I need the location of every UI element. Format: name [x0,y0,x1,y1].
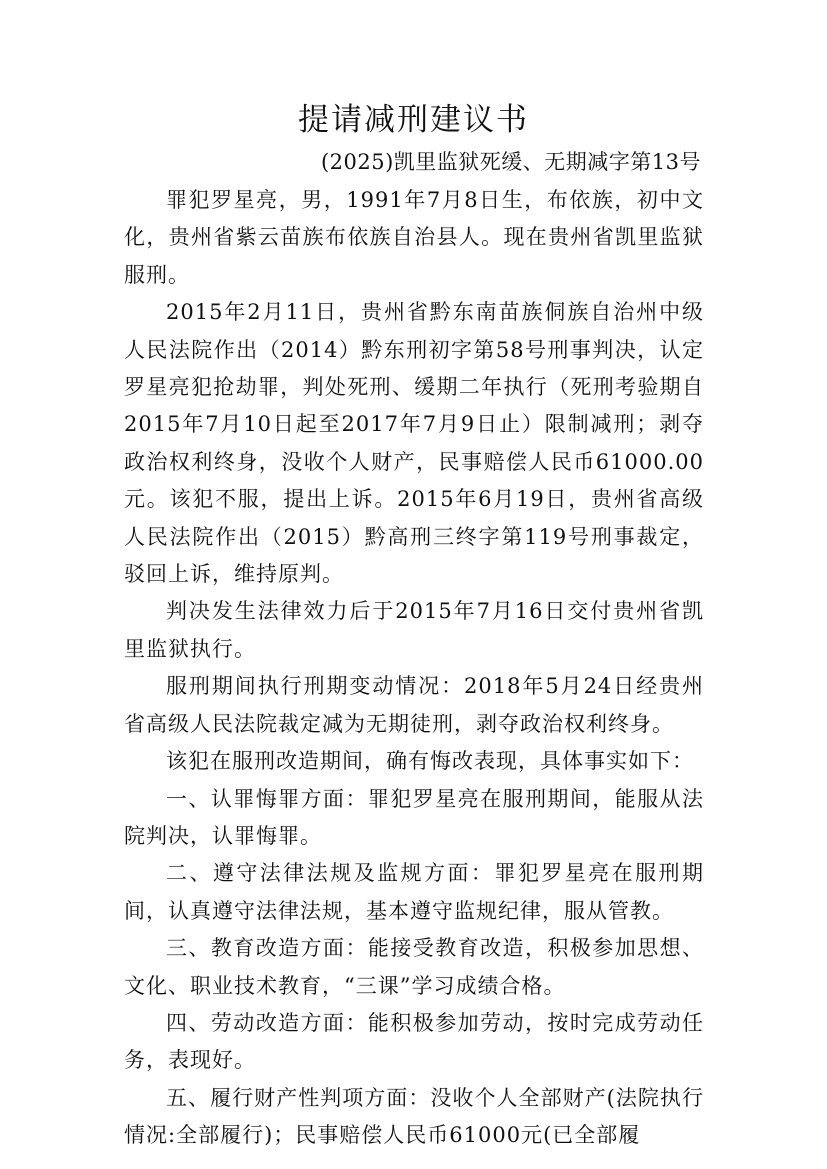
paragraph-original-judgment: 2015年2月11日，贵州省黔东南苗族侗族自治州中级人民法院作出（2014）黔东刑初字第58号刑事判决，认定罗星亮犯抢劫罪，判处死刑、缓期二年执行（死刑考验期自2015年7月10日起至2017年7月9日止）限制减刑；剥夺政治权利终身，没收个人财产，民事赔偿人民币61000.00元。该犯不服，提出上诉。2015年6月19日，贵州省高级人民法院作出（2015）黔高刑三终字第119号刑事裁定，驳回上诉，维持原判。 [124,300,704,587]
paragraph-sentence-change: 服刑期间执行刑期变动情况：2018年5月24日经贵州省高级人民法院裁定减为无期徒刑，剥夺政治权利终身。 [124,674,704,736]
document-title: 提请减刑建议书 [298,102,529,138]
paragraph-item-labor: 四、劳动改造方面：能积极参加劳动，按时完成劳动任务，表现好。 [124,1010,704,1073]
paragraph-criminal-info: 罪犯罗星亮，男，1991年7月8日生，布依族，初中文化，贵州省紫云苗族布依族自治县人。现在贵州省凯里监狱服刑。 [124,188,704,287]
paragraph-item-property: 五、履行财产性判项方面：没收个人全部财产(法院执行情况:全部履行)；民事赔偿人民币61000元(已全部履 [124,1085,704,1148]
paragraph-item-compliance: 二、遵守法律法规及监规方面：罪犯罗星亮在服刑期间，认真遵守法律法规，基本遵守监规纪律，服从管教。 [124,861,704,923]
paragraph-item-admission: 一、认罪悔罪方面：罪犯罗星亮在服刑期间，能服从法院判决，认罪悔罪。 [124,786,704,848]
paragraph-execution-delivery: 判决发生法律效力后于2015年7月16日交付贵州省凯里监狱执行。 [124,599,704,661]
document-body [124,182,704,1155]
document-number: (2025)凯里监狱死缓、无期减字第13号 [320,150,701,174]
paragraph-item-education: 三、教育改造方面：能接受教育改造，积极参加思想、文化、职业技术教育，“三课”学习成绩合格。 [124,936,704,998]
paragraph-repentance-intro: 该犯在服刑改造期间，确有悔改表现，具体事实如下： [166,749,694,774]
